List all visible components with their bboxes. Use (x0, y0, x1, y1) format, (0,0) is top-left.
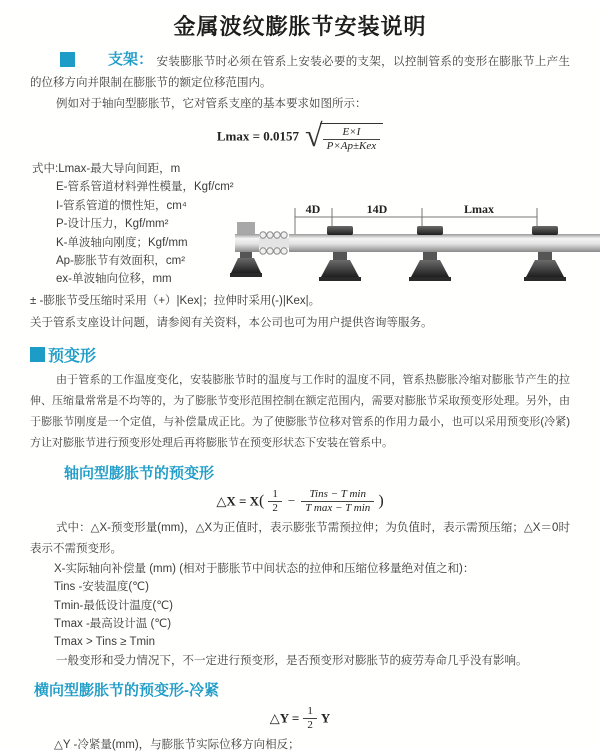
pipe-support (230, 252, 262, 277)
formula-denominator: P×Ap±Kex (323, 139, 381, 153)
document-page (0, 10, 600, 751)
page-title: 金属波纹膨胀节安装说明 (173, 14, 427, 39)
lateral-formula-rhs: Y (320, 710, 331, 726)
definition-line: E-管系管道材料弹性模量，Kgf/cm² (56, 181, 234, 194)
definition-line: K-单波轴向刚度；Kgf/mm (56, 236, 188, 249)
definition-line: ex-单波轴向位移，mm (56, 273, 172, 286)
support-intro-paragraph (30, 49, 570, 94)
formula-lhs: Lmax = 0.0157 (216, 128, 300, 144)
formula-numerator: E×I (342, 126, 361, 138)
sqrt-expression (305, 117, 383, 153)
support-section-heading (60, 49, 153, 70)
predeform-paragraph: 由于管系的工作温度变化，安装膨胀节时的温度与工作时的温度不同，管系热膨胀冷缩对膨胀节产生的拉伸、压缩量常常是不均等的，为了膨胀节变形范围控制在额定范围内，需要对膨胀节采取预变形处理。另外，由于膨胀节刚度是一个定值，与补偿量成正比。为了使膨胀节位移对管系的作用力最小，也可以采用预变形(冷紧)方让对膨胀节进行预变形处理后再将膨胀节在预变形状态下安装在管系中。 (30, 373, 570, 449)
predeform-heading-label: 预变形 (48, 347, 97, 365)
axial-variable-list (30, 560, 570, 652)
axial-variable-line: X-实际轴向补偿量 (mm) (相对于膨胀节中间状态的拉伸和压缩位移量绝对值之和)： (54, 562, 475, 575)
temp-denominator: T max − T min (301, 501, 374, 515)
half-denominator: 2 (268, 501, 282, 515)
blue-square-icon (60, 52, 75, 67)
axial-remark: 一般变形和受力情况下，不一定进行预变形，是否预变形对膨胀节的疲劳寿命几乎没有影响。 (56, 654, 528, 667)
axial-variable-line: Tmax > Tins ≥ Tmin (54, 636, 155, 649)
minus-sign: − (287, 493, 296, 509)
dim-label-14d: 14D (366, 202, 388, 216)
lateral-numerator: 1 (307, 704, 313, 717)
axial-subheading: 轴向型膨胀节的预变形 (64, 464, 215, 482)
axial-variable-line: Tins -安装温度(℃) (54, 581, 149, 594)
support-intro-text: 安装膨胀节时必须在管系上安装必要的支架，以控制管系的变形在膨胀节上产生的位移方向并限制在膨胀节的额定位移范围内。 (30, 56, 571, 89)
axial-formula-lhs: △X = X (216, 493, 260, 509)
blue-square-icon (30, 347, 45, 362)
pipe (289, 234, 600, 252)
kex-sign-note: ± -膨胀节受压缩时采用（+）|Kex|；拉伸时采用(-)|Kex|。 (30, 294, 321, 307)
guide-spacing-formula (30, 117, 570, 153)
axial-variable-line: Tmax -最高设计温 (℃) (54, 618, 172, 631)
dim-label-lmax: Lmax (464, 202, 494, 216)
definition-line: P-设计压力，Kgf/mm² (56, 218, 169, 231)
anchor-block (237, 222, 255, 234)
axial-variable-line: Tmin-最低设计温度(℃) (54, 599, 173, 612)
axial-predeform-formula (30, 488, 570, 515)
dim-label-4d: 4D (305, 202, 321, 216)
predeform-section-heading (30, 343, 570, 366)
service-note: 关于管系支座设计问题，请参阅有关资料，本公司也可为用户提供咨询等服务。 (30, 316, 433, 329)
support-heading-label: 支架： (108, 51, 154, 68)
close-paren: ) (378, 492, 384, 510)
lateral-formula-lhs: △Y = (269, 710, 300, 726)
definition-line: I-管系管道的惯性矩，cm⁴ (56, 199, 187, 212)
definition-line: 式中:Lmax-最大导向间距，m (32, 163, 181, 175)
bellows-coils (259, 232, 289, 254)
open-paren: ( (259, 492, 265, 510)
support-example-text: 例如对于轴向型膨胀节，它对管系支座的基本要求如图所示： (56, 98, 367, 110)
temp-numerator: Tins − T min (309, 487, 366, 500)
pipe-support-diagram (235, 200, 600, 300)
lateral-predeform-formula (30, 705, 570, 732)
definition-line: Ap-膨胀节有效面积，cm² (56, 255, 186, 268)
axial-formula-explanation: 式中：△X-预变形量(mm)，△X为正值时，表示膨张节需预拉伸；为负值时，表示需预压缩；△X＝0时表示不需预变形。 (30, 521, 570, 555)
lateral-denominator: 2 (303, 718, 317, 732)
lateral-note: △Y -冷紧量(mm)，与膨胀节实际位移方向相反； (54, 738, 300, 751)
lateral-subheading: 横向型膨胀节的预变形-冷紧 (34, 681, 219, 699)
sqrt-radical-icon: √ (305, 117, 323, 153)
half-numerator: 1 (272, 487, 278, 500)
